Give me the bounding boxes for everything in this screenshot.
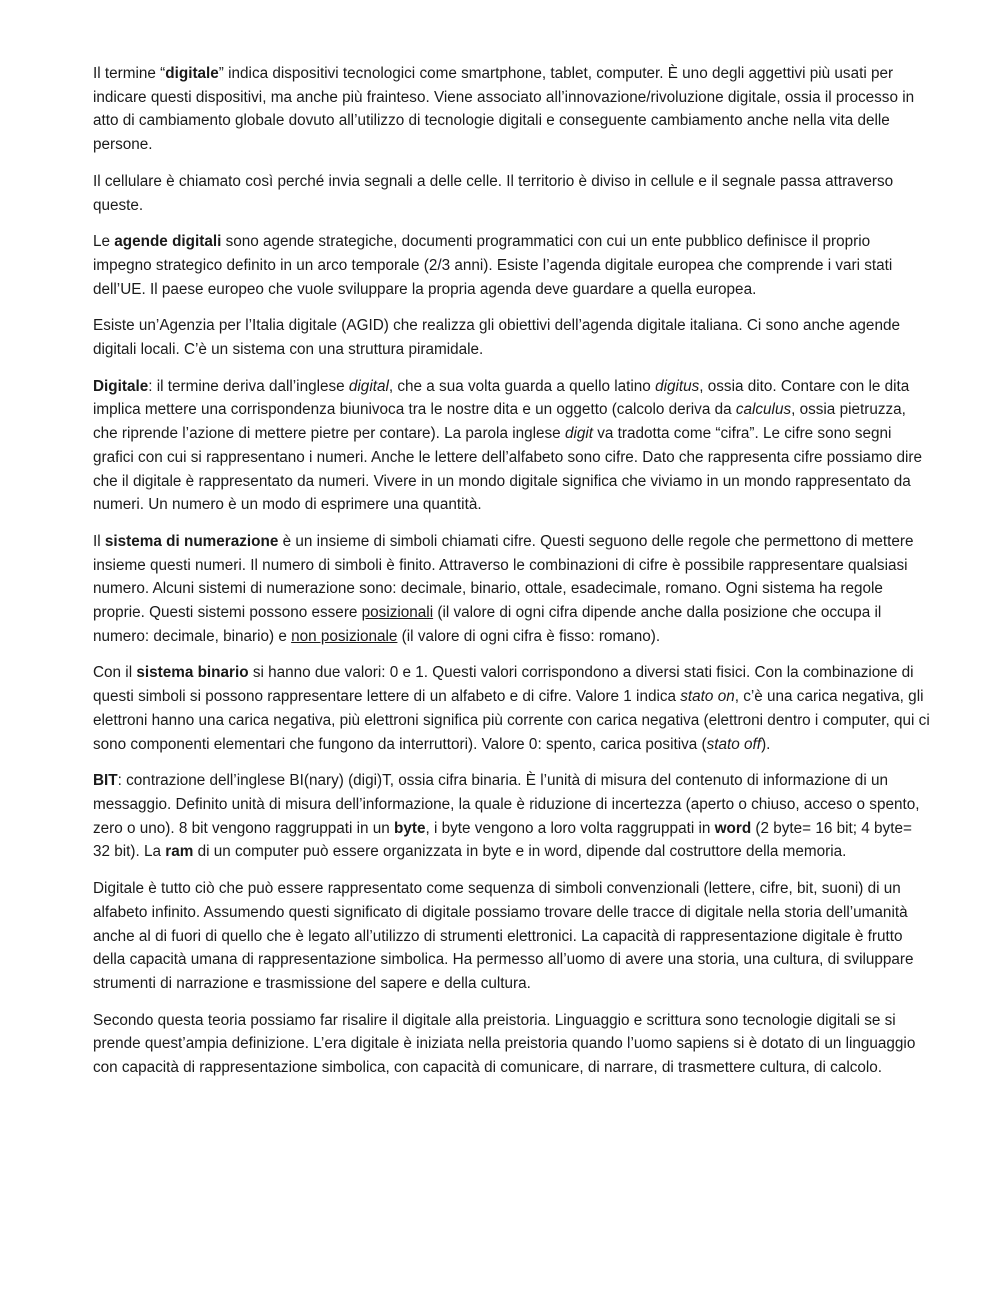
text-run: , c’è una carica negativa, gli elettroni hanno una carica negativa, più elettroni significa più corrente con carica negativa (elettroni dentro i computer, qui ci sono componenti elementari che fungono da interruttori). Valore 0: spento, carica positiva (: [93, 688, 930, 753]
text-run: ” indica dispositivi tecnologici come smartphone, tablet, computer. È uno degli aggettivi più usati per indicare questi dispositivi, ma anche più frainteso. Viene associato all’innovazione/rivoluzione digitale, ossia il processo in atto di cambiamento globale dovuto all’utilizzo di tecnologie digitali e conseguente cambiamento anche nella vita delle persone.: [93, 65, 915, 154]
text-run: , i byte vengono a loro volta raggruppati in: [425, 819, 715, 837]
paragraph-digitale-definition: [93, 62, 933, 157]
paragraph-sistema-numerazione: [93, 530, 933, 649]
text-run: ).: [761, 735, 771, 753]
bold-term: word: [714, 819, 752, 837]
bold-term: Digitale: [93, 377, 149, 395]
text-run: , ossia pietruzza, che riprende l’azione di mettere pietre per contare). La parola inglese: [93, 401, 906, 443]
text-run: (2 byte= 16 bit; 4 byte= 32 bit). La: [93, 819, 912, 861]
bold-term: sistema binario: [136, 664, 249, 682]
bold-term: byte: [394, 819, 426, 837]
document-body: [93, 62, 933, 1093]
paragraph-bit: [93, 769, 933, 864]
italic-term: stato on: [680, 688, 735, 706]
bold-term: digitale: [165, 65, 219, 82]
text-run: va tradotta come “cifra”. Le cifre sono segni grafici con cui si rappresentano i numeri. Anche le lettere dell’alfabeto sono cifre. Dato che rappresenta cifre possiamo dire che il digitale è rappresentato da numeri. Vivere in un mondo digitale significa che viviamo in un mondo rappresentato da numeri. Un numero è un modo di esprimere una quantità.: [93, 425, 923, 514]
paragraph-cellulare: [93, 170, 933, 217]
text-run: Il cellulare è chiamato così perché invia segnali a delle celle. Il territorio è diviso in cellule e il segnale passa attraverso queste.: [93, 172, 894, 214]
text-run: Secondo questa teoria possiamo far risalire il digitale alla preistoria. Linguaggio e scrittura sono tecnologie digitali se si prende quest’ampia definizione. L’era digitale è iniziata nella preistoria quando l’uomo sapiens si è dotato di un linguaggio con capacità di rappresentazione simbolica, con capacità di comunicare, di narrare, di trasmettere cultura, di calcolo.: [93, 1011, 916, 1077]
paragraph-digitale-etymology: [93, 375, 933, 517]
text-run: Il termine “: [93, 65, 166, 82]
italic-term: digitus: [655, 377, 700, 395]
bold-term: agende digitali: [114, 233, 222, 251]
text-run: , ossia dito. Contare con le dita implica mettere una corrispondenza biunivoca tra le nostre dita e un oggetto (calcolo deriva da: [93, 377, 910, 419]
underlined-term: non posizionale: [291, 627, 398, 645]
text-run: è un insieme di simboli chiamati cifre. Questi seguono delle regole che permettono di mettere insieme questi numeri. Il numero di simboli è finito. Attraverso le combinazioni di cifre è possibile rappresentare qualsiasi numero. Alcuni sistemi di numerazione sono: decimale, binario, ottale, esadecimale, romano. Ogni sistema ha regole proprie. Questi sistemi possono essere: [93, 532, 914, 622]
text-run: sono agende strategiche, documenti programmatici con cui un ente pubblico definisce il proprio impegno strategico definito in un arco temporale (2/3 anni). Esiste l’agenda digitale europea che comprende i vari stati dell’UE. Il paese europeo che vuole sviluppare la propria agenda deve guardare a quella europea.: [93, 233, 893, 298]
bold-term: BIT: [93, 772, 118, 790]
text-run: Esiste un’Agenzia per l’Italia digitale (AGID) che realizza gli obiettivi dell’agenda digitale italiana. Ci sono anche agende digitali locali. C’è un sistema con una struttura piramidale.: [93, 317, 900, 359]
text-run: (il valore di ogni cifra è fisso: romano).: [397, 627, 661, 645]
italic-term: digital: [348, 377, 389, 395]
text-run: : contrazione dell’inglese BI(nary) (digi)T, ossia cifra binaria. È l’unità di misura del contenuto di informazione di un messaggio. Definito unità di misura dell’informazione, la quale è riduzione di incertezza (aperto o chiuso, acceso o spento, zero o uno). 8 bit vengono raggruppati in un: [93, 772, 920, 837]
text-run: Il: [93, 532, 105, 550]
paragraph-agid: [93, 314, 933, 361]
text-run: , che a sua volta guarda a quello latino: [388, 377, 656, 395]
paragraph-preistoria: [93, 1009, 933, 1080]
italic-term: digit: [564, 425, 593, 443]
italic-term: calculus: [735, 401, 792, 419]
text-run: si hanno due valori: 0 e 1. Questi valori corrispondono a diversi stati fisici. Con la combinazione di questi simboli si possono rappresentare lettere di un alfabeto e di cifre. Valore 1 indica: [93, 664, 914, 706]
bold-term: sistema di numerazione: [104, 532, 279, 550]
text-run: (il valore di ogni cifra dipende anche dalla posizione che occupa il numero: decimale, binario) e: [93, 604, 882, 645]
text-run: Digitale è tutto ciò che può essere rappresentato come sequenza di simboli convenzionali (lettere, cifre, bit, suoni) di un alfabeto infinito. Assumendo questi significato di digitale possiamo trovare delle tracce di digitale nella storia dell’umanità anche al di fuori di quello che è legato all’utilizzo di strumenti elettronici. La capacità di rappresentazione digitale è frutto della capacità umana di rappresentazione simbolica. Ha permesso all’uomo di avere una storia, una cultura, di sviluppare strumenti di narrazione e trasmissione del sapere e della cultura.: [93, 880, 914, 992]
paragraph-digitale-simboli: [93, 877, 933, 996]
bold-term: ram: [165, 843, 194, 861]
text-run: Le: [93, 233, 115, 251]
text-run: : il termine deriva dall’inglese: [148, 377, 349, 395]
text-run: Con il: [93, 664, 137, 682]
paragraph-agende-digitali: [93, 230, 933, 301]
paragraph-sistema-binario: [93, 661, 933, 756]
text-run: di un computer può essere organizzata in byte e in word, dipende dal costruttore della memoria.: [193, 843, 847, 861]
underlined-term: posizionali: [361, 604, 434, 622]
italic-term: stato off: [706, 735, 762, 753]
